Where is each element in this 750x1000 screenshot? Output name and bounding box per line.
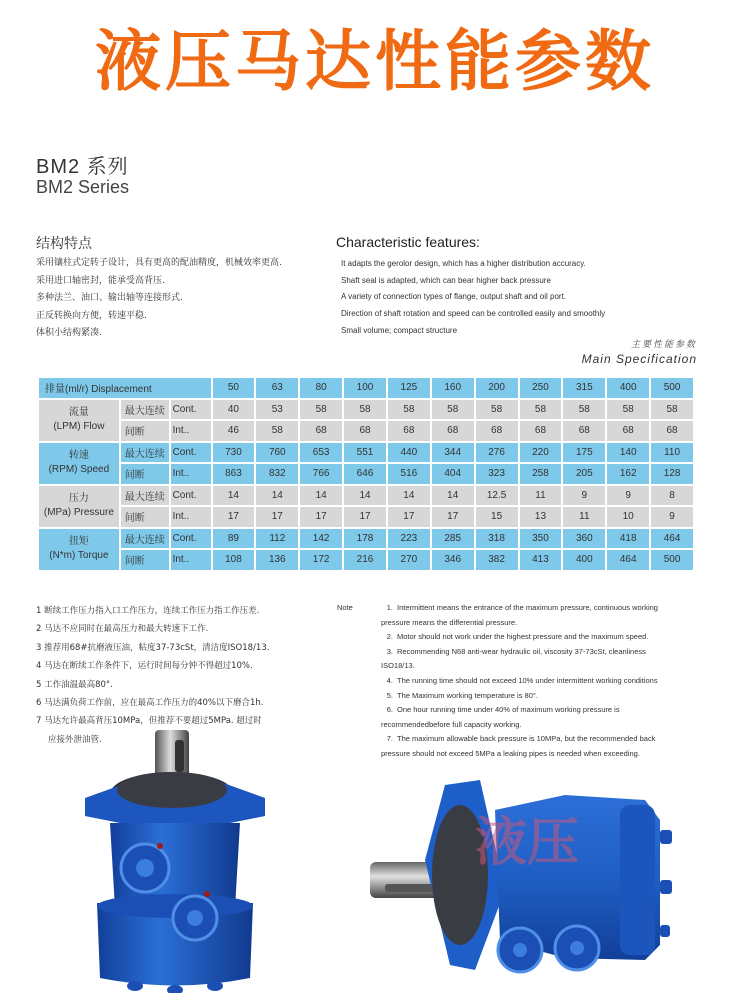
- spec-value: 9: [607, 486, 649, 506]
- row-type-cn: 最大连续: [121, 400, 169, 420]
- spec-value: 516: [388, 464, 430, 484]
- row-type-en: Int..: [171, 464, 211, 484]
- note-text: The maximum allowable back pressure is 10MPa, but the recommended back: [397, 734, 656, 744]
- note-en-line: [337, 630, 658, 645]
- note-number: 1.: [386, 603, 393, 612]
- spec-value: 136: [256, 550, 298, 570]
- spec-value: 128: [651, 464, 693, 484]
- features-en-title: Characteristic features:: [336, 234, 480, 250]
- spec-value: 216: [344, 550, 386, 570]
- spec-value: 440: [388, 443, 430, 463]
- note-text: One hour running time under 40% of maximum working pressure is: [397, 705, 620, 715]
- feature-cn-item: 体积小结构紧凑.: [36, 328, 102, 338]
- spec-value: 89: [213, 529, 255, 549]
- spec-value: 9: [563, 486, 605, 506]
- spec-value: 68: [651, 421, 693, 441]
- main-spec-title-cn: 主要性能参数: [630, 340, 697, 350]
- spec-value: 346: [432, 550, 474, 570]
- group-label: [39, 529, 119, 570]
- group-label-en: (N*m) Torque: [49, 550, 109, 561]
- spec-row-cont: [39, 486, 693, 506]
- row-type-en: Cont.: [171, 443, 211, 463]
- spec-value: 13: [520, 507, 562, 527]
- spec-value: 17: [344, 507, 386, 527]
- spec-value: 464: [651, 529, 693, 549]
- note-cn-item: 5 工作油温最高80°.: [36, 679, 113, 690]
- spec-value: 172: [300, 550, 342, 570]
- displacement-value: 200: [476, 378, 518, 398]
- note-number: 3.: [386, 646, 393, 656]
- row-type-en: Cont.: [171, 486, 211, 506]
- spec-value: 58: [256, 421, 298, 441]
- spec-value: 40: [213, 400, 255, 420]
- spec-value: 14: [432, 486, 474, 506]
- displacement-row: [39, 378, 693, 398]
- spec-value: 14: [256, 486, 298, 506]
- note-cn-item: 3 推荐用68#抗磨液压油，粘度37-73cSt，清洁度ISO18/13.: [36, 642, 270, 653]
- spec-value: 58: [563, 400, 605, 420]
- motor-image-side: [365, 780, 695, 980]
- spec-value: 17: [432, 507, 474, 527]
- feature-cn-item: 采用进口轴密封，能承受高背压.: [36, 275, 165, 286]
- spec-value: 68: [607, 421, 649, 441]
- note-cn-item: 应接外泄油管.: [48, 734, 102, 745]
- displacement-value: 100: [344, 378, 386, 398]
- spec-value: 270: [388, 550, 430, 570]
- main-spec-title-en: Main Specification: [581, 352, 697, 366]
- spec-table: [37, 376, 695, 572]
- spec-value: 162: [607, 464, 649, 484]
- spec-value: 11: [563, 507, 605, 527]
- row-type-cn: 间断: [121, 507, 169, 527]
- note-number: 4.: [386, 675, 393, 685]
- features-en-list: [341, 256, 605, 340]
- spec-value: 382: [476, 550, 518, 570]
- features-cn-list: [36, 255, 282, 343]
- feature-en-item: It adapts the gerolor design, which has a higher distribution accuracy.: [341, 259, 586, 268]
- note-text: recommendedbefore full capacity working.: [381, 719, 522, 729]
- note-en-line: [337, 718, 658, 733]
- spec-value: 730: [213, 443, 255, 463]
- row-type-en: Int..: [171, 507, 211, 527]
- page-title: 液压马达性能参数: [95, 23, 655, 100]
- spec-value: 350: [520, 529, 562, 549]
- note-en-line: [337, 659, 658, 674]
- row-type-en: Cont.: [171, 400, 211, 420]
- spec-value: 178: [344, 529, 386, 549]
- spec-value: 58: [520, 400, 562, 420]
- spec-value: 276: [476, 443, 518, 463]
- spec-value: 175: [563, 443, 605, 463]
- spec-value: 53: [256, 400, 298, 420]
- note-text: Recommending N68 anti-wear hydraulic oil, viscosity 37-73cSt, cleanliness: [397, 646, 646, 656]
- spec-row-cont: [39, 443, 693, 463]
- spec-value: 58: [388, 400, 430, 420]
- spec-value: 12.5: [476, 486, 518, 506]
- series-name-en: BM2 Series: [36, 177, 130, 197]
- displacement-value: 500: [651, 378, 693, 398]
- spec-value: 58: [300, 400, 342, 420]
- note-cn-item: 4 马达在断续工作条件下，运行时间每分钟不得超过10%.: [36, 661, 253, 672]
- group-label-en: (MPa) Pressure: [43, 507, 114, 518]
- spec-value: 464: [607, 550, 649, 570]
- spec-value: 68: [432, 421, 474, 441]
- spec-value: 15: [476, 507, 518, 527]
- row-type-cn: 最大连续: [121, 443, 169, 463]
- note-en-line: [337, 732, 658, 747]
- spec-value: 400: [563, 550, 605, 570]
- spec-value: 17: [256, 507, 298, 527]
- note-number: 6.: [386, 705, 393, 715]
- displacement-value: 160: [432, 378, 474, 398]
- displacement-value: 250: [520, 378, 562, 398]
- row-type-cn: 间断: [121, 550, 169, 570]
- note-text: ISO18/13.: [381, 661, 415, 671]
- feature-en-item: Small volume; compact structure: [341, 325, 458, 335]
- note-number: 5.: [386, 690, 393, 700]
- spec-row-cont: [39, 529, 693, 549]
- note-en-line: [337, 689, 658, 704]
- spec-row-int: [39, 550, 693, 570]
- displacement-value: 63: [256, 378, 298, 398]
- spec-value: 17: [300, 507, 342, 527]
- spec-value: 500: [651, 550, 693, 570]
- note-label: Note: [337, 603, 353, 612]
- group-label: [39, 443, 119, 484]
- group-label: [39, 486, 119, 527]
- row-type-cn: 最大连续: [121, 486, 169, 506]
- feature-cn-item: 多种法兰、油口、输出轴等连接形式.: [36, 293, 183, 303]
- spec-value: 863: [213, 464, 255, 484]
- spec-value: 140: [607, 443, 649, 463]
- spec-value: 318: [476, 529, 518, 549]
- spec-value: 68: [520, 421, 562, 441]
- note-en-line: [337, 703, 658, 718]
- note-text: pressure means the differential pressure.: [381, 617, 518, 627]
- group-label-cn: 压力: [68, 493, 89, 504]
- displacement-value: 80: [300, 378, 342, 398]
- hydraulic-motor-side-icon: [365, 780, 695, 980]
- spec-value: 110: [651, 443, 693, 463]
- spec-value: 14: [300, 486, 342, 506]
- spec-value: 58: [476, 400, 518, 420]
- spec-value: 323: [476, 464, 518, 484]
- note-en-line: [337, 601, 658, 616]
- spec-row-int: [39, 507, 693, 527]
- series-name-cn: BM2 系列: [36, 156, 129, 178]
- group-label-en: (RPM) Speed: [48, 464, 110, 475]
- spec-value: 10: [607, 507, 649, 527]
- spec-value: 418: [607, 529, 649, 549]
- note-cn-item: 1 断续工作压力指入口工作压力，连续工作压力指工作压差.: [36, 606, 260, 616]
- note-en-line: [337, 747, 658, 762]
- group-label-en: (LPM) Flow: [53, 421, 105, 432]
- group-label: [39, 400, 119, 441]
- spec-value: 205: [563, 464, 605, 484]
- note-en-line: [337, 674, 658, 689]
- spec-value: 760: [256, 443, 298, 463]
- note-number: 7.: [386, 734, 393, 744]
- spec-value: 68: [476, 421, 518, 441]
- spec-value: 9: [651, 507, 693, 527]
- spec-value: 68: [388, 421, 430, 441]
- group-label-cn: 转速: [68, 450, 89, 461]
- features-cn-title: 结构特点: [36, 236, 92, 252]
- spec-row-cont: [39, 400, 693, 420]
- spec-value: 646: [344, 464, 386, 484]
- row-type-en: Cont.: [171, 529, 211, 549]
- feature-cn-item: 采用镶柱式定转子设计，具有更高的配油精度，机械效率更高.: [36, 258, 282, 268]
- spec-row-int: [39, 464, 693, 484]
- note-cn-item: 2 马达不应同时在最高压力和最大转速下工作.: [36, 624, 209, 635]
- feature-cn-item: 正反转换向方便，转速平稳.: [36, 310, 147, 321]
- feature-en-item: Direction of shaft rotation and speed can be controlled easily and smoothly: [341, 309, 606, 319]
- spec-value: 58: [344, 400, 386, 420]
- spec-value: 108: [213, 550, 255, 570]
- row-type-cn: 间断: [121, 421, 169, 441]
- displacement-value: 315: [563, 378, 605, 398]
- note-cn-item: 7 马达允许最高背压10MPa，但推荐不要超过5MPa. 超过时: [36, 716, 262, 727]
- spec-value: 832: [256, 464, 298, 484]
- spec-value: 58: [607, 400, 649, 420]
- spec-value: 223: [388, 529, 430, 549]
- note-en-line: [337, 645, 658, 660]
- spec-value: 258: [520, 464, 562, 484]
- spec-value: 68: [300, 421, 342, 441]
- note-text: Intermittent means the entrance of the maximum pressure, continuous working: [397, 603, 658, 612]
- spec-row-int: [39, 421, 693, 441]
- spec-value: 58: [651, 400, 693, 420]
- spec-value: 68: [563, 421, 605, 441]
- row-type-en: Int..: [171, 421, 211, 441]
- row-type-cn: 最大连续: [121, 529, 169, 549]
- spec-value: 285: [432, 529, 474, 549]
- note-text: The running time should not exceed 10% under intermittent working conditions: [397, 675, 658, 685]
- note-text: Motor should not work under the highest pressure and the maximum speed.: [397, 632, 649, 642]
- spec-value: 653: [300, 443, 342, 463]
- spec-value: 14: [344, 486, 386, 506]
- spec-value: 766: [300, 464, 342, 484]
- note-text: The Maximum working temperature is 80°.: [397, 690, 538, 700]
- motor-image-upright: [75, 728, 280, 993]
- row-type-en: Int..: [171, 550, 211, 570]
- spec-value: 112: [256, 529, 298, 549]
- spec-value: 11: [520, 486, 562, 506]
- spec-value: 413: [520, 550, 562, 570]
- feature-en-item: A variety of connection types of flange, output shaft and oil port.: [341, 292, 567, 302]
- spec-value: 360: [563, 529, 605, 549]
- displacement-value: 125: [388, 378, 430, 398]
- feature-en-item: Shaft seal is adapted, which can bear higher back pressure: [341, 275, 551, 285]
- spec-value: 17: [388, 507, 430, 527]
- displacement-value: 50: [213, 378, 255, 398]
- spec-value: 17: [213, 507, 255, 527]
- spec-value: 46: [213, 421, 255, 441]
- spec-value: 14: [213, 486, 255, 506]
- spec-value: 220: [520, 443, 562, 463]
- spec-value: 68: [344, 421, 386, 441]
- spec-value: 404: [432, 464, 474, 484]
- spec-value: 551: [344, 443, 386, 463]
- group-label-cn: 扭矩: [68, 536, 89, 547]
- row-type-cn: 间断: [121, 464, 169, 484]
- note-number: 2.: [386, 632, 393, 642]
- note-text: pressure should not exceed 5MPa a leaking pipes is needed when exceeding.: [381, 748, 640, 758]
- spec-value: 344: [432, 443, 474, 463]
- group-label-cn: 流量: [68, 407, 89, 418]
- displacement-label: 排量(ml/r) Displacement: [39, 378, 211, 398]
- note-en-line: [337, 616, 658, 631]
- displacement-value: 400: [607, 378, 649, 398]
- notes-en-list: [337, 601, 658, 762]
- spec-value: 58: [432, 400, 474, 420]
- watermark-text: 液压: [475, 813, 580, 873]
- spec-value: 142: [300, 529, 342, 549]
- spec-value: 8: [651, 486, 693, 506]
- hydraulic-motor-upright-icon: [75, 728, 280, 993]
- note-cn-item: 6 马达满负荷工作前，应在最高工作压力的40%以下磨合1h.: [36, 698, 264, 709]
- spec-value: 14: [388, 486, 430, 506]
